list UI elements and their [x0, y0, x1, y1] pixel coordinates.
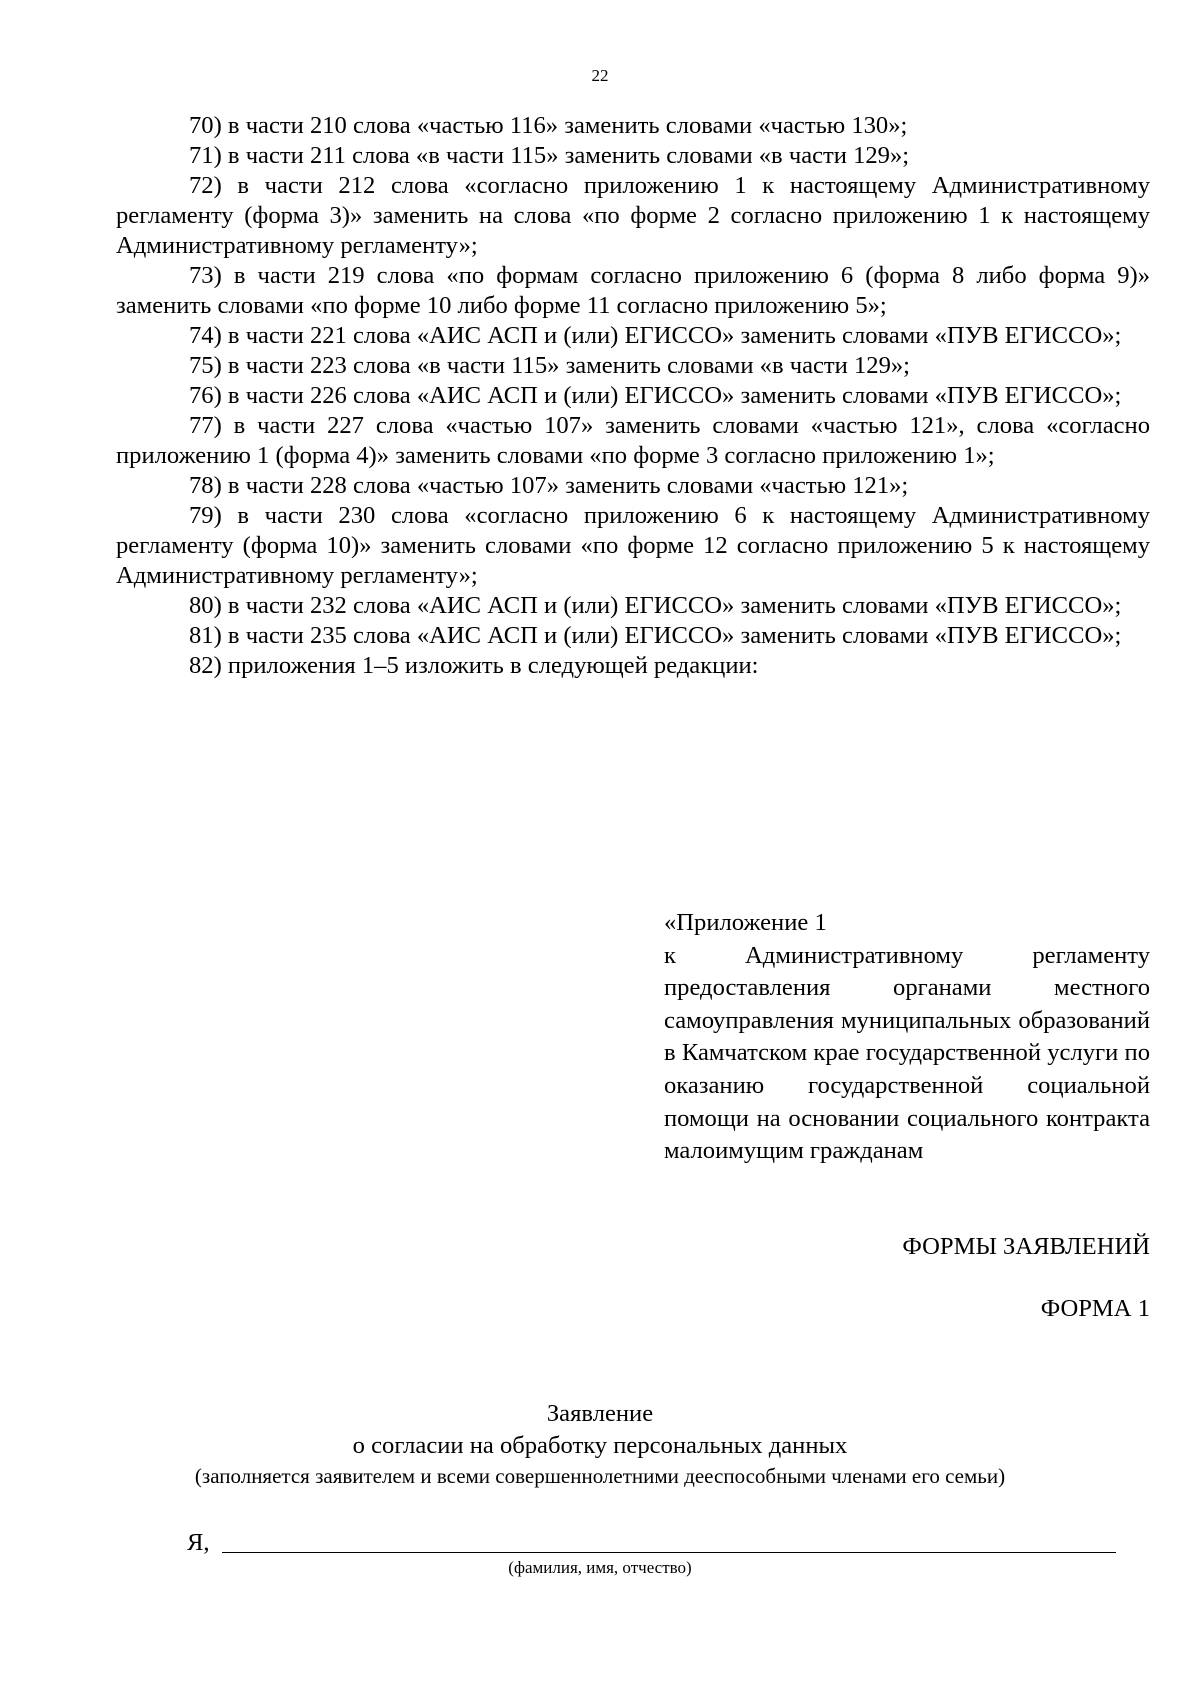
amendment-item: 76) в части 226 слова «АИС АСП и (или) ЕГИССО» заменить словами «ПУВ ЕГИССО»; [189, 382, 1122, 409]
statement-header [0, 1397, 1200, 1490]
appendix-text: к Административному регламенту предоставления органами местного самоуправления муниципальных образований в Камчатском крае государственной услуги по оказанию государственной социальной помощи на основании социального контракта малоимущим гражданам [664, 941, 1150, 1165]
signer-prefix: Я, [187, 1529, 210, 1556]
amendment-item: 71) в части 211 слова «в части 115» заменить словами «в части 129»; [189, 142, 910, 169]
amendment-item: 72) в части 212 слова «согласно приложению 1 к настоящему Административному регламенту (форма 3)» заменить на слова «по форме 2 согласно приложению 1 к настоящему Административному регламенту»; [116, 172, 1150, 259]
amendment-item: 73) в части 219 слова «по формам согласно приложению 6 (форма 8 либо форма 9)» заменить словами «по форме 10 либо форме 11 согласно приложению 5»; [116, 262, 1150, 319]
amendment-item: 70) в части 210 слова «частью 116» заменить словами «частью 130»; [189, 112, 908, 139]
amendment-item: 80) в части 232 слова «АИС АСП и (или) ЕГИССО» заменить словами «ПУВ ЕГИССО»; [189, 592, 1122, 619]
amendment-item: 78) в части 228 слова «частью 107» заменить словами «частью 121»; [189, 472, 909, 499]
page-number: 22 [591, 66, 609, 85]
appendix-header [664, 907, 1150, 1168]
amendment-item: 81) в части 235 слова «АИС АСП и (или) ЕГИССО» заменить словами «ПУВ ЕГИССО»; [189, 622, 1122, 649]
appendix-heading: «Приложение 1 [664, 909, 827, 936]
statement-title: Заявление [546, 1400, 654, 1427]
signer-name-line [222, 1552, 1116, 1553]
signer-name-hint: (фамилия, имя, отчество) [508, 1558, 692, 1577]
form-number: ФОРМА 1 [1040, 1295, 1150, 1322]
amendment-item: 82) приложения 1–5 изложить в следующей редакции: [189, 652, 759, 679]
amendment-item: 77) в части 227 слова «частью 107» заменить словами «частью 121», слова «согласно приложению 1 (форма 4)» заменить словами «по форме 3 согласно приложению 1»; [116, 412, 1150, 469]
amendment-item: 79) в части 230 слова «согласно приложению 6 к настоящему Административному регламенту (форма 10)» заменить словами «по форме 12 согласно приложению 5 к настоящему Административному регламенту»; [116, 502, 1150, 589]
amendments-list [116, 111, 1150, 681]
statement-note: (заполняется заявителем и всеми совершеннолетними дееспособными членами его семьи) [194, 1464, 1006, 1488]
forms-title: ФОРМЫ ЗАЯВЛЕНИЙ [902, 1233, 1150, 1260]
amendment-item: 74) в части 221 слова «АИС АСП и (или) ЕГИССО» заменить словами «ПУВ ЕГИССО»; [189, 322, 1122, 349]
amendment-item: 75) в части 223 слова «в части 115» заменить словами «в части 129»; [189, 352, 911, 379]
statement-subtitle: о согласии на обработку персональных данных [352, 1432, 848, 1459]
